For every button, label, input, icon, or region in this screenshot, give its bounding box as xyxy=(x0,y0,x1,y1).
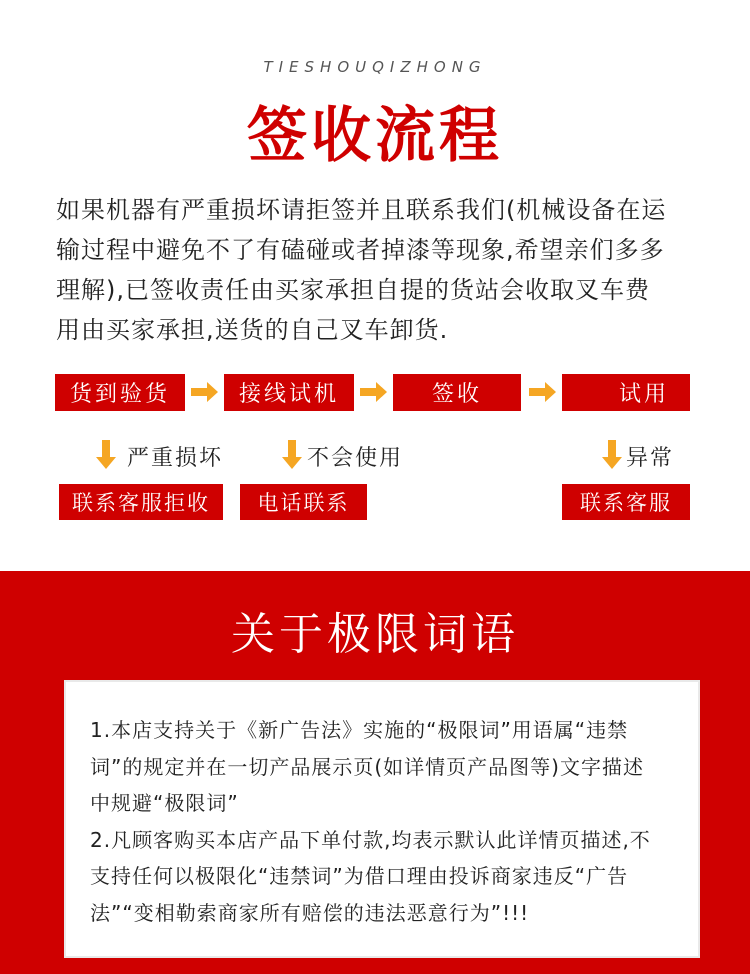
intro-line: 用由买家承担,送货的自己叉车卸货. xyxy=(56,316,449,344)
flow-step-inspect: 货到验货 xyxy=(55,374,185,411)
arrow-down-icon xyxy=(95,440,117,470)
notice-line: 法”“变相勒索商家所有赔偿的违法恶意行为”!!! xyxy=(90,900,530,925)
notice-line: 1.本店支持关于《新广告法》实施的“极限词”用语属“违禁 xyxy=(90,718,629,742)
branch-label-damage: 严重损坏 xyxy=(127,446,224,471)
notice-text xyxy=(90,712,690,931)
arrow-down-icon xyxy=(281,440,303,470)
branch-result-service: 联系客服 xyxy=(562,484,690,520)
flow-step-test: 接线试机 xyxy=(224,374,354,411)
arrow-right-icon xyxy=(529,381,557,403)
arrow-right-icon xyxy=(360,381,388,403)
page-subtitle: TIESHOUQIZHONG xyxy=(263,58,487,76)
intro-line: 理解),已签收责任由买家承担自提的货站会收取叉车费 xyxy=(56,276,650,304)
notice-line: 支持任何以极限化“违禁词”为借口理由投诉商家违反“广告 xyxy=(90,864,629,888)
arrow-right-icon xyxy=(191,381,219,403)
page-title: 签收流程 xyxy=(247,101,503,171)
intro-paragraph xyxy=(56,190,706,350)
branch-result-phone: 电话联系 xyxy=(240,484,367,520)
notice-line: 词”的规定并在一切产品展示页(如详情页产品图等)文字描述 xyxy=(90,754,644,779)
flow-step-trial: 试用 xyxy=(562,374,690,411)
intro-line: 输过程中避免不了有磕碰或者掉漆等现象,希望亲们多多 xyxy=(56,236,665,264)
notice-line: 中规避“极限词” xyxy=(90,791,239,815)
branch-label-abnormal: 异常 xyxy=(626,446,675,471)
notice-title: 关于极限词语 xyxy=(231,609,519,660)
branch-label-unable: 不会使用 xyxy=(307,446,404,471)
flow-step-sign: 签收 xyxy=(393,374,521,411)
notice-line: 2.凡顾客购买本店产品下单付款,均表示默认此详情页描述,不 xyxy=(90,827,651,852)
arrow-down-icon xyxy=(601,440,623,470)
intro-line: 如果机器有严重损坏请拒签并且联系我们(机械设备在运 xyxy=(56,196,667,224)
branch-result-reject: 联系客服拒收 xyxy=(59,484,223,520)
